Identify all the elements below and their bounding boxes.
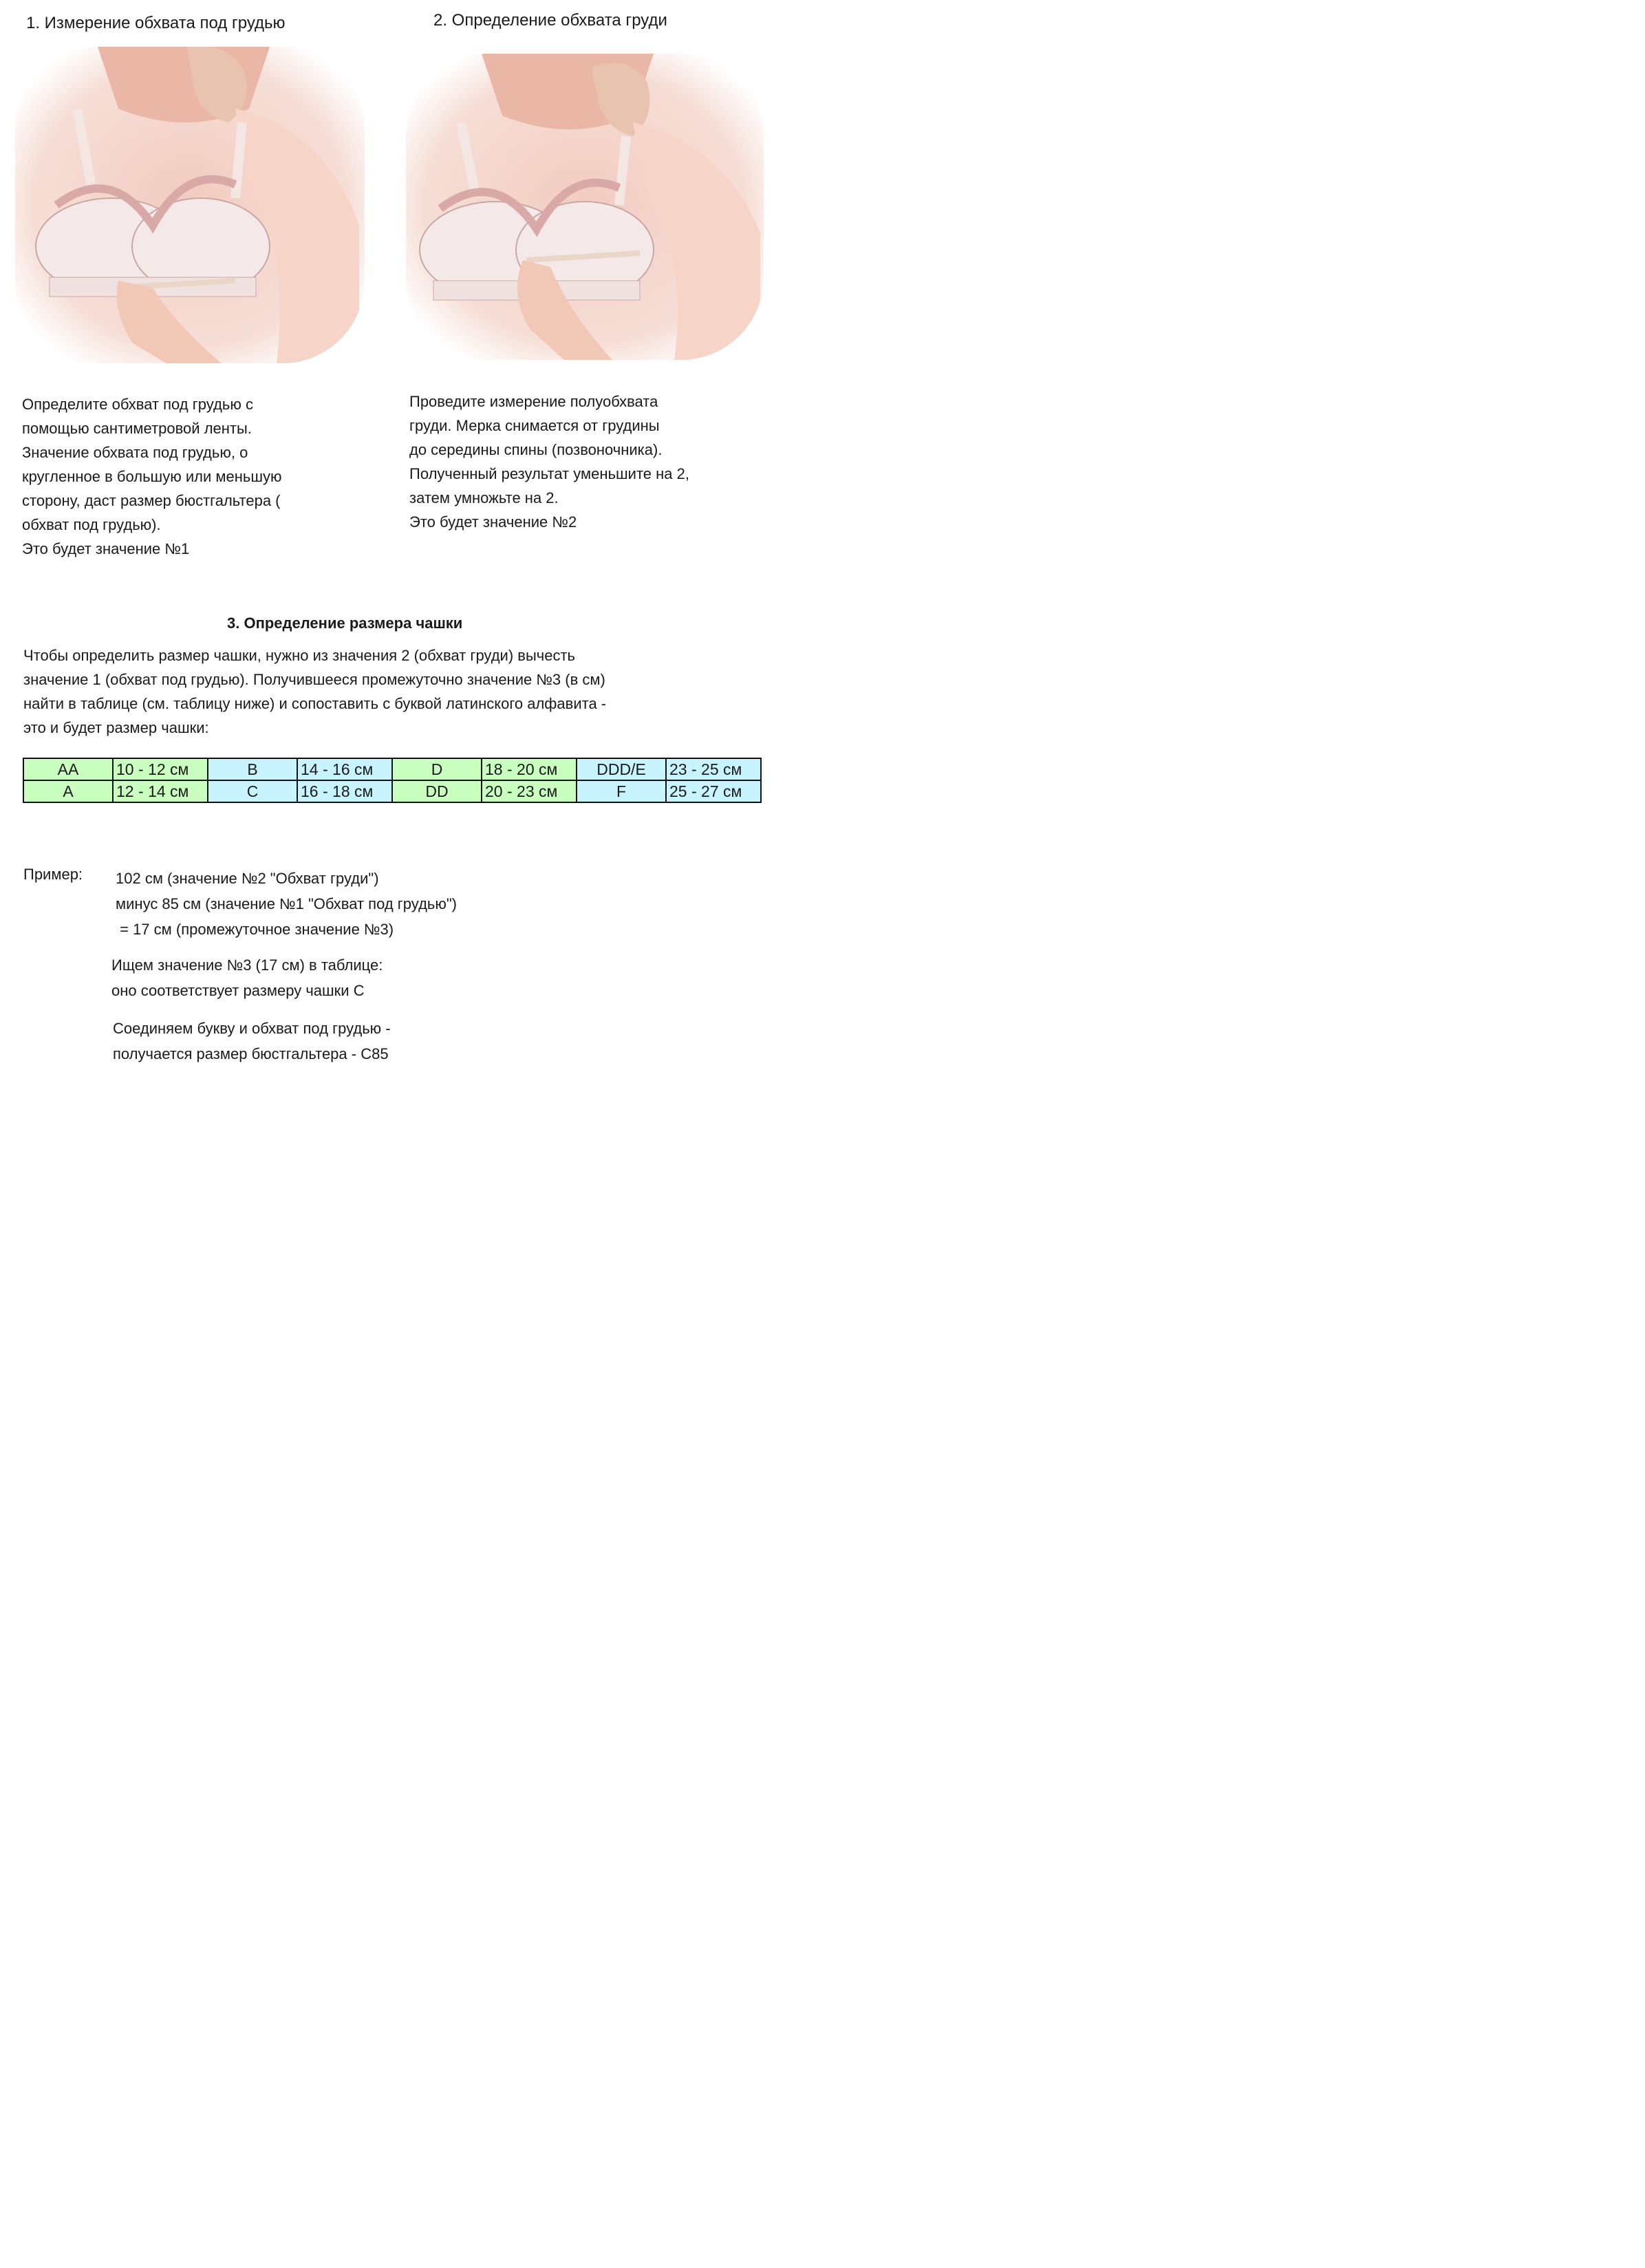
section3-line: значение 1 (обхват под грудью). Получившееся промежуточно значение №3 (в см) <box>23 671 605 688</box>
section1-line: сторону, даст размер бюстгальтера ( <box>22 492 281 509</box>
section1-description <box>22 392 281 561</box>
section2-title: 2. Определение обхвата груди <box>433 11 667 30</box>
cup-size-table <box>23 758 762 803</box>
example-line: оно соответствует размеру чашки С <box>111 982 365 999</box>
section3-line: Чтобы определить размер чашки, нужно из значения 2 (обхват груди) вычесть <box>23 647 576 664</box>
cup-letter: A <box>23 780 113 802</box>
cup-letter: F <box>577 780 666 802</box>
section1-line: Значение обхвата под грудью, о <box>22 444 248 461</box>
example-line: = 17 см (промежуточное значение №3) <box>116 921 394 938</box>
example-lookup <box>111 952 383 1003</box>
section3-title: 3. Определение размера чашки <box>227 614 463 632</box>
cup-letter: AA <box>23 758 113 780</box>
table-row <box>23 780 761 802</box>
cup-letter: B <box>208 758 297 780</box>
cup-range: 25 - 27 см <box>666 780 761 802</box>
cup-letter: DD <box>392 780 482 802</box>
cup-range: 10 - 12 см <box>113 758 208 780</box>
section1-line: Определите обхват под грудью с <box>22 396 253 413</box>
section2-line: до середины спины (позвоночника). <box>409 441 663 458</box>
measure-under-bust-illustration <box>15 47 365 363</box>
table-row <box>23 758 761 780</box>
example-label: Пример: <box>23 866 83 883</box>
cup-letter: D <box>392 758 482 780</box>
example-result <box>113 1016 391 1067</box>
example-line: получается размер бюстгальтера - С85 <box>113 1045 389 1062</box>
cup-range: 23 - 25 см <box>666 758 761 780</box>
section1-title: 1. Измерение обхвата под грудью <box>26 14 286 32</box>
cup-range: 16 - 18 см <box>297 780 392 802</box>
cup-range: 12 - 14 см <box>113 780 208 802</box>
cup-letter: C <box>208 780 297 802</box>
cup-range: 14 - 16 см <box>297 758 392 780</box>
section1-line: обхват под грудью). <box>22 516 161 533</box>
section2-line: затем умножьте на 2. <box>409 489 559 506</box>
cup-range: 18 - 20 см <box>482 758 577 780</box>
cup-range: 20 - 23 см <box>482 780 577 802</box>
section2-line: Проведите измерение полуобхвата <box>409 393 658 410</box>
section3-line: это и будет размер чашки: <box>23 719 209 736</box>
example-calculation <box>116 866 457 942</box>
section2-line: Полученный результат уменьшите на 2, <box>409 465 689 482</box>
cup-letter: DDD/E <box>577 758 666 780</box>
section2-description <box>409 389 689 534</box>
section2-line: Это будет значение №2 <box>409 513 577 531</box>
section3-line: найти в таблице (см. таблицу ниже) и сопоставить с буквой латинского алфавита - <box>23 695 607 712</box>
section1-line: Это будет значение №1 <box>22 540 190 557</box>
section3-description <box>23 643 606 740</box>
example-line: минус 85 см (значение №1 "Обхват под грудью") <box>116 895 457 912</box>
example-line: Ищем значение №3 (17 см) в таблице: <box>111 956 383 974</box>
example-line: Соединяем букву и обхват под грудью - <box>113 1020 391 1037</box>
section1-line: помощью сантиметровой ленты. <box>22 420 252 437</box>
section1-line: кругленное в большую или меньшую <box>22 468 282 485</box>
section2-line: груди. Мерка снимается от грудины <box>409 417 660 434</box>
measure-bust-illustration <box>406 54 764 360</box>
example-line: 102 см (значение №2 "Обхват груди") <box>116 870 379 887</box>
